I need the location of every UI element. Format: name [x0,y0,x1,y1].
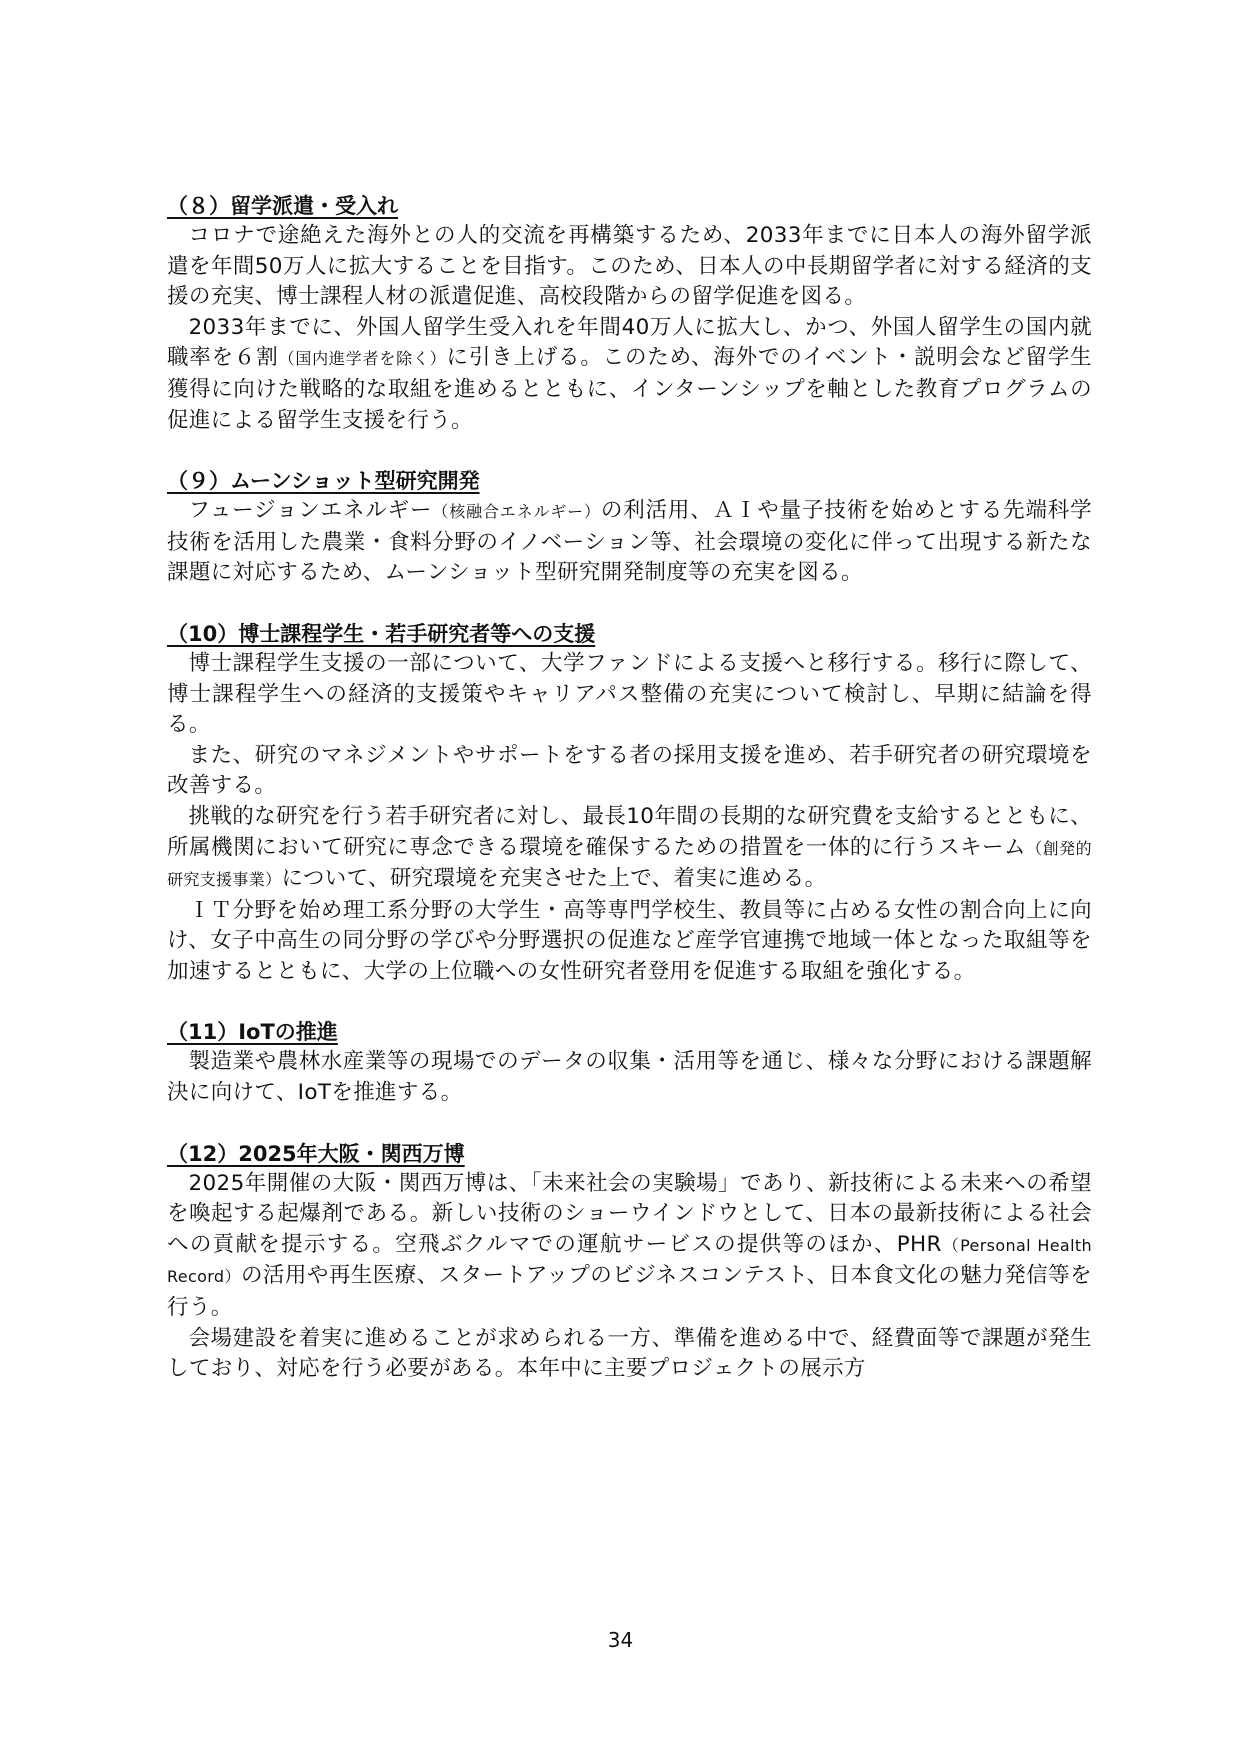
paragraph: 博士課程学生支援の一部について、大学ファンドによる支援へと移行する。移行に際して、博士課程学生への経済的支援策やキャリアパス整備の充実について検討し、早期に結論を得る。 [167,650,1092,738]
section-heading: （11）IoTの推進 [167,1020,338,1045]
section-study-abroad [167,192,1092,436]
section-moonshot [167,467,1092,589]
paragraph: また、研究のマネジメントやサポートをする者の採用支援を進め、若手研究者の研究環境を改善する。 [167,742,1092,799]
section-heading: （10）博士課程学生・若手研究者等への支援 [167,621,596,646]
paragraph: 2025年開催の大阪・関西万博は、「未来社会の実験場」であり、新技術による未来への希望を喚起する起爆剤である。新しい技術のショーウインドウとして、日本の最新技術による社会への貢献を提示する。空飛ぶクルマでの運航サービスの提供等のほか、PHR（Personal Health Record）の活用や再生医療、スタートアップのビジネスコンテスト、日本食文化の魅力発信等を行う。 [167,1170,1092,1321]
paragraph: コロナで途絶えた海外との人的交流を再構築するため、2033年までに日本人の海外留学派遣を年間50万人に拡大することを目指す。このため、日本人の中長期留学者に対する経済的支援の充実、博士課程人材の派遣促進、高校段階からの留学促進を図る。 [167,223,1092,310]
section-heading: （８）留学派遣・受入れ [167,194,398,218]
paragraph: フュージョンエネルギー（核融合エネルギー）の利活用、ＡＩや量子技術を始めとする先端科学技術を活用した農業・食料分野のイノベーション等、社会環境の変化に伴って出現する新たな課題に対応するため、ムーンショット型研究開発制度等の充実を図る。 [167,498,1092,586]
paragraph: ＩＴ分野を始め理工系分野の大学生・高等専門学校生、教員等に占める女性の割合向上に向け、女子中高生の同分野の学びや分野選択の促進など産学官連携で地域一体となった取組等を加速するとともに、大学の上位職への女性研究者登用を促進する取組を強化する。 [167,897,1092,984]
parenthetical-note: （国内進学者を除く） [278,349,447,369]
section-iot [167,1018,1092,1108]
parenthetical-note: （創発的研究支援事業） [167,838,1092,890]
section-expo-2025 [167,1140,1092,1385]
section-heading: （９）ムーンショット型研究開発 [167,469,480,494]
paragraph: 会場建設を着実に進めることが求められる一方、準備を進める中で、経費面等で課題が発生しており、対応を行う必要がある。本年中に主要プロジェクトの展示方 [167,1325,1092,1382]
document-body [167,192,1092,1416]
paragraph: 製造業や農林水産業等の現場でのデータの収集・活用等を通じ、様々な分野における課題解決に向けて、IoTを推進する。 [167,1049,1092,1106]
page-number: 34 [607,1628,634,1652]
section-doctoral-support [167,620,1092,988]
section-heading: （12）2025年大阪・関西万博 [167,1141,465,1166]
parenthetical-note: （核融合エネルギー） [432,502,601,522]
paragraph: 2033年までに、外国人留学生受入れを年間40万人に拡大し、かつ、外国人留学生の国内就職率を６割（国内進学者を除く）に引き上げる。このため、海外でのイベント・説明会など留学生獲得に向けた戦略的な取組を進めるとともに、インターンシップを軸とした教育プログラムの促進による留学生支援を行う。 [167,314,1092,433]
parenthetical-note: （Personal Health Record） [167,1235,1092,1287]
paragraph: 挑戦的な研究を行う若手研究者に対し、最長10年間の長期的な研究費を支給するとともに、所属機関において研究に専念できる環境を確保するための措置を一体的に行うスキーム（創発的研究支援事業）について、研究環境を充実させた上で、着実に進める。 [167,803,1092,892]
